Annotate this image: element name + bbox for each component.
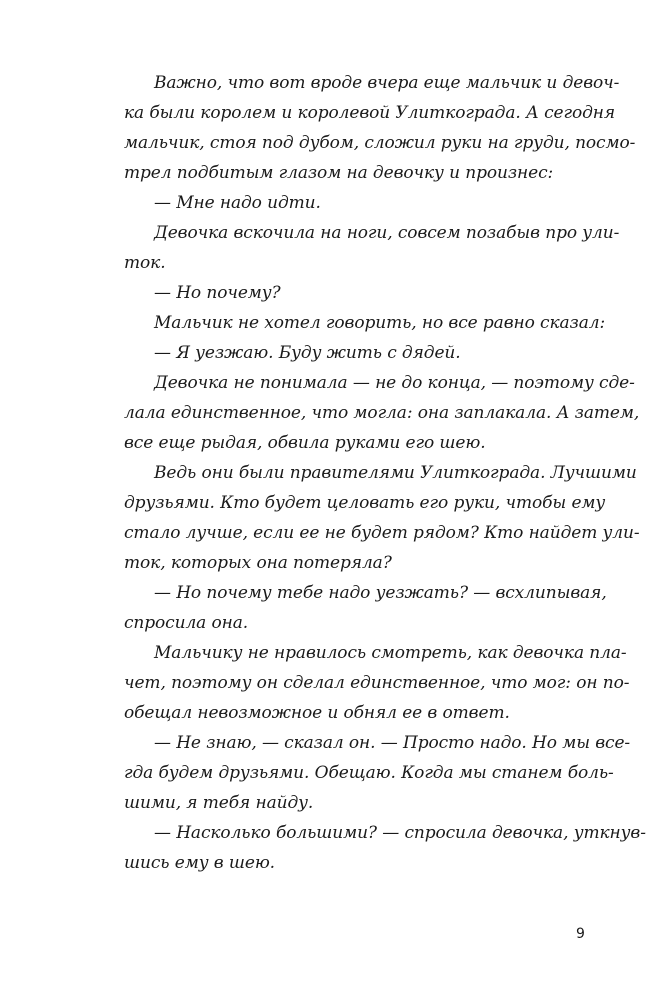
- text-line: гда будем друзьями. Обещаю. Когда мы станем боль-: [124, 763, 614, 783]
- text-line: все еще рыдая, обвила руками его шею.: [124, 433, 486, 453]
- text-line: шими, я тебя найду.: [124, 793, 314, 813]
- paragraph: [124, 278, 564, 308]
- text-line: Ведь они были правителями Улиткограда. Лучшими: [154, 463, 637, 483]
- text-line: стало лучше, если ее не будет рядом? Кто найдет ули-: [124, 523, 640, 543]
- text-line: шись ему в шею.: [124, 853, 275, 873]
- text-line: — Но почему тебе надо уезжать? — всхлипывая,: [154, 583, 607, 603]
- text-line: ток, которых она потеряла?: [124, 553, 392, 573]
- page-number: 9: [576, 926, 585, 942]
- text-line: лала единственное, что могла: она заплакала. А затем,: [124, 403, 640, 423]
- text-line: Девочка вскочила на ноги, совсем позабыв про ули-: [154, 223, 620, 243]
- text-line: — Насколько большими? — спросила девочка, уткнув-: [154, 823, 646, 843]
- text-line: ток.: [124, 253, 166, 273]
- text-line: спросила она.: [124, 613, 249, 633]
- text-line: чет, поэтому он сделал единственное, что мог: он по-: [124, 673, 630, 693]
- text-line: — Я уезжаю. Буду жить с дядей.: [154, 343, 461, 363]
- paragraph: [124, 728, 631, 818]
- body-text: [124, 68, 646, 878]
- paragraph: [124, 578, 607, 638]
- text-line: — Не знаю, — сказал он. — Просто надо. Но мы все-: [154, 733, 631, 753]
- text-line: обещал невозможное и обнял ее в ответ.: [124, 703, 510, 723]
- text-line: мальчик, стоя под дубом, сложил руки на груди, посмо-: [124, 133, 636, 153]
- text-line: Важно, что вот вроде вчера еще мальчик и девоч-: [154, 73, 620, 93]
- paragraph: [124, 218, 620, 278]
- text-line: ка были королем и королевой Улиткограда. А сегодня: [124, 103, 616, 123]
- paragraph: [124, 368, 640, 458]
- text-line: трел подбитым глазом на девочку и произнес:: [124, 163, 554, 183]
- text-line: — Мне надо идти.: [154, 193, 321, 213]
- paragraph: [124, 338, 564, 368]
- text-line: Мальчику не нравилось смотреть, как девочка пла-: [154, 643, 627, 663]
- paragraph: [124, 638, 630, 728]
- paragraph: [124, 68, 636, 188]
- paragraph: [124, 818, 646, 878]
- text-line: Мальчик не хотел говорить, но все равно сказал:: [154, 313, 606, 333]
- text-line: — Но почему?: [154, 283, 281, 303]
- text-line: Девочка не понимала — не до конца, — поэтому сде-: [154, 373, 635, 393]
- text-line: друзьями. Кто будет целовать его руки, чтобы ему: [124, 493, 606, 513]
- paragraph: [124, 188, 564, 218]
- paragraph: [124, 458, 640, 578]
- paragraph: [124, 308, 606, 338]
